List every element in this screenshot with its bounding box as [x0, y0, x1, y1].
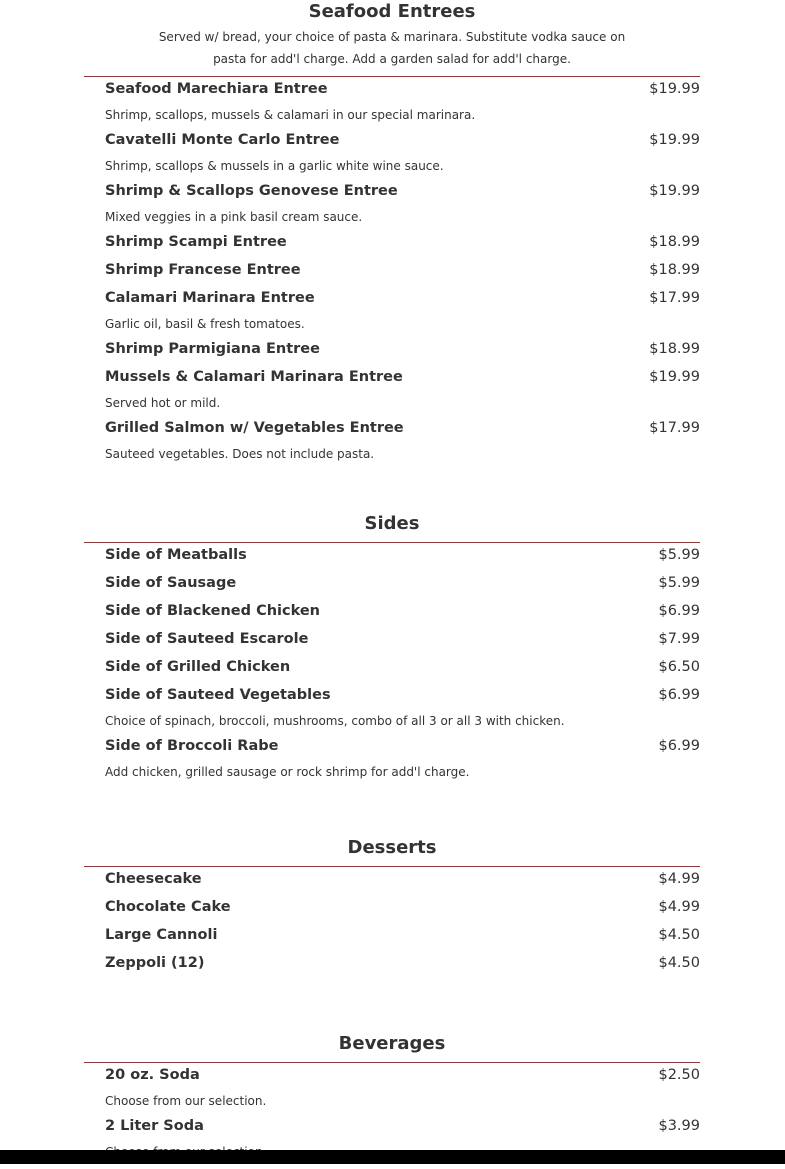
menu-item[interactable] [105, 369, 700, 420]
menu-item-name: Side of Grilled Chicken [105, 659, 291, 675]
menu-item-name: Cheesecake [105, 871, 202, 887]
menu-item-price: $5.99 [658, 575, 700, 591]
menu-item-name: Seafood Marechiara Entree [105, 81, 328, 97]
menu-item-price: $7.99 [658, 631, 700, 647]
menu-item[interactable] [105, 631, 700, 659]
section-title: Sides [364, 513, 420, 534]
menu-item[interactable] [105, 955, 700, 983]
menu-item-name: Side of Meatballs [105, 547, 247, 563]
menu-item[interactable] [105, 659, 700, 687]
menu-item-name: Shrimp & Scallops Genovese Entree [105, 183, 398, 199]
menu-item[interactable] [105, 687, 700, 738]
section-description: Served w/ bread, your choice of pasta & marinara. Substitute vodka sauce on pasta for add'l charge. Add a garden salad for add'l charge. [158, 30, 626, 66]
menu-item-row [105, 81, 700, 103]
section-sides [84, 512, 700, 789]
menu-item-row [105, 659, 700, 681]
section-title: Seafood Entrees [308, 1, 476, 22]
menu-item-name: Shrimp Francese Entree [105, 262, 301, 278]
menu-item-row [105, 132, 700, 154]
menu-item-description: Shrimp, scallops, mussels & calamari in our special marinara. [105, 108, 476, 122]
menu-item-name: 2 Liter Soda [105, 1118, 204, 1134]
menu-item-price: $3.99 [658, 1118, 700, 1134]
menu-item-row [105, 575, 700, 597]
menu-item-price: $19.99 [649, 369, 700, 385]
menu-item-name: Side of Sauteed Vegetables [105, 687, 331, 703]
menu-item-price: $5.99 [658, 547, 700, 563]
bottom-bar [0, 1150, 785, 1164]
menu-item-price: $6.50 [658, 659, 700, 675]
menu-item-name: Side of Sausage [105, 575, 237, 591]
menu-item-name: 20 oz. Soda [105, 1067, 200, 1083]
item-list [84, 77, 700, 471]
menu-item-row [105, 899, 700, 921]
menu-item-name: Calamari Marinara Entree [105, 290, 315, 306]
menu-item-description: Choice of spinach, broccoli, mushrooms, combo of all 3 or all 3 with chicken. [105, 714, 565, 728]
menu-item-name: Large Cannoli [105, 927, 218, 943]
menu-item-name: Side of Broccoli Rabe [105, 738, 279, 754]
menu-item-price: $19.99 [649, 132, 700, 148]
menu-item-price: $6.99 [658, 738, 700, 754]
menu-item-price: $19.99 [649, 81, 700, 97]
menu-item-name: Side of Blackened Chicken [105, 603, 321, 619]
menu-item-description: Choose from our selection. [105, 1094, 267, 1108]
menu-item-price: $17.99 [649, 420, 700, 436]
menu-item-row [105, 738, 700, 760]
menu-item[interactable] [105, 738, 700, 789]
item-list [84, 867, 700, 983]
menu-item-row [105, 687, 700, 709]
menu-item-name: Mussels & Calamari Marinara Entree [105, 369, 403, 385]
item-list [84, 543, 700, 789]
menu-item-description: Sauteed vegetables. Does not include pasta. [105, 447, 375, 461]
menu-item-name: Shrimp Scampi Entree [105, 234, 287, 250]
menu-item-name: Shrimp Parmigiana Entree [105, 341, 320, 357]
menu-item[interactable] [105, 132, 700, 183]
section-title: Desserts [347, 837, 437, 858]
menu-item[interactable] [105, 183, 700, 234]
section-beverages [84, 1032, 700, 1169]
menu-item-row [105, 183, 700, 205]
menu-item-name: Cavatelli Monte Carlo Entree [105, 132, 340, 148]
section-title: Beverages [338, 1033, 446, 1054]
menu-item-row [105, 369, 700, 391]
menu-item-price: $4.99 [658, 871, 700, 887]
menu-item[interactable] [105, 1067, 700, 1118]
menu-item-description: Add chicken, grilled sausage or rock shrimp for add'l charge. [105, 765, 470, 779]
menu-item-price: $18.99 [649, 262, 700, 278]
menu-item-price: $4.50 [658, 955, 700, 971]
menu-item-row [105, 1067, 700, 1089]
menu-item[interactable] [105, 341, 700, 369]
menu-item-row [105, 1118, 700, 1140]
menu-item-name: Chocolate Cake [105, 899, 231, 915]
menu-item-name: Side of Sauteed Escarole [105, 631, 309, 647]
menu-item[interactable] [105, 234, 700, 262]
menu-item-row [105, 927, 700, 949]
menu-item[interactable] [105, 420, 700, 471]
menu-item[interactable] [105, 927, 700, 955]
section-seafood-entrees [84, 0, 700, 471]
menu-item-description: Garlic oil, basil & fresh tomatoes. [105, 317, 305, 331]
menu-item[interactable] [105, 575, 700, 603]
menu-item-price: $2.50 [658, 1067, 700, 1083]
menu-item-price: $6.99 [658, 603, 700, 619]
menu-item-row [105, 341, 700, 363]
menu-item-name: Zeppoli (12) [105, 955, 205, 971]
menu-item-description: Served hot or mild. [105, 396, 221, 410]
menu-item[interactable] [105, 262, 700, 290]
menu-item-row [105, 420, 700, 442]
menu-item-row [105, 290, 700, 312]
section-desserts [84, 836, 700, 983]
menu-item-description: Shrimp, scallops & mussels in a garlic white wine sauce. [105, 159, 444, 173]
menu-item-description: Mixed veggies in a pink basil cream sauce. [105, 210, 363, 224]
menu-item-price: $6.99 [658, 687, 700, 703]
menu-item[interactable] [105, 871, 700, 899]
menu-item-row [105, 871, 700, 893]
menu-item-row [105, 234, 700, 256]
menu-item[interactable] [105, 81, 700, 132]
menu-item-price: $4.50 [658, 927, 700, 943]
menu-item[interactable] [105, 899, 700, 927]
menu-item-row [105, 262, 700, 284]
menu-item-name: Grilled Salmon w/ Vegetables Entree [105, 420, 404, 436]
menu-item-price: $17.99 [649, 290, 700, 306]
menu-item-price: $18.99 [649, 341, 700, 357]
menu-item-row [105, 603, 700, 625]
menu-item[interactable] [105, 547, 700, 575]
menu-item-price: $4.99 [658, 899, 700, 915]
menu-item-row [105, 631, 700, 653]
menu-item-row [105, 955, 700, 977]
menu-item-row [105, 547, 700, 569]
menu-item[interactable] [105, 603, 700, 631]
menu-item-price: $18.99 [649, 234, 700, 250]
menu-item-price: $19.99 [649, 183, 700, 199]
menu-item[interactable] [105, 290, 700, 341]
